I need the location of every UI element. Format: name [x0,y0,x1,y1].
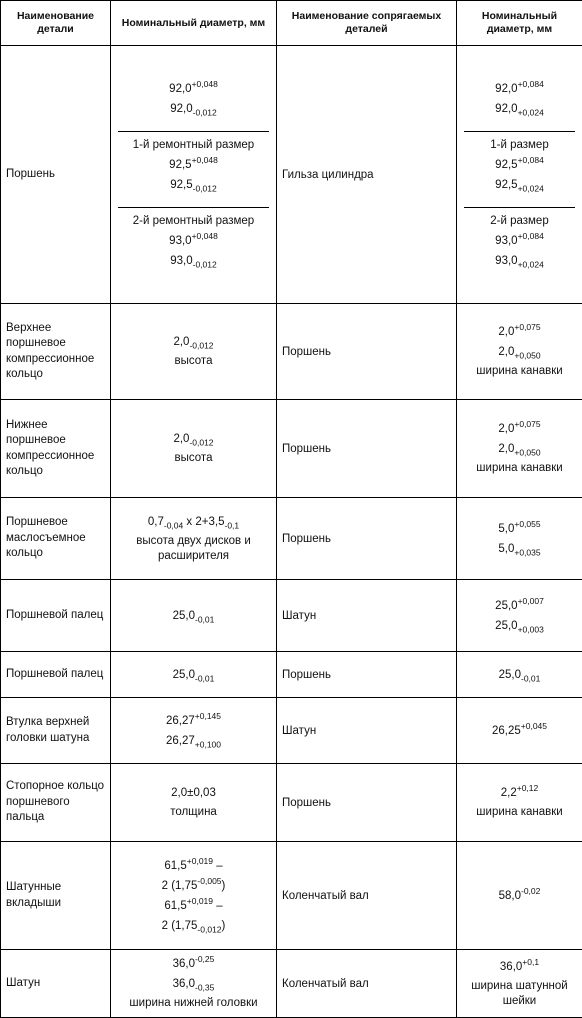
base-value: 2,0 [498,326,514,338]
table-row [1,46,582,304]
lower-tolerance: +0,100 [195,739,221,749]
dimension-value [462,959,577,975]
upper-tolerance: +0,084 [518,79,544,89]
value-note: ширина канавки [462,805,577,820]
dimension-value [116,81,271,97]
dimension-value [462,324,577,340]
base-value: 5,0 [498,523,514,535]
mating-part-name: Поршень [277,400,457,498]
value-note: ширина нижней головки [116,996,271,1011]
dimension-value [464,157,575,173]
repair-size-section [118,131,269,199]
base-value: 92,0 [495,103,517,115]
dimension-value [462,521,577,537]
table-row [1,304,582,400]
base-value: 2,0 [173,433,189,445]
value-note: ширина канавки [462,461,577,476]
mating-part-name: Поршень [277,652,457,698]
base-value: 2 (1,75 [162,920,198,932]
upper-tolerance: +0,048 [192,231,218,241]
mating-diameter [457,652,582,698]
header-mating-part: Наименование сопрягаемых деталей [277,1,457,46]
upper-tolerance: -0,005 [197,876,221,886]
base-value: 2 (1,75 [162,880,198,892]
dimension-value [116,785,271,801]
lower-tolerance: +0,035 [514,547,540,557]
table-row [1,950,582,1018]
dimension-value [116,733,271,749]
upper-tolerance: +0,084 [518,155,544,165]
base-value: 93,0 [169,235,191,247]
base-value: 92,5 [495,179,517,191]
upper-tolerance: +0,019 [187,856,213,866]
upper-tolerance: +0,075 [514,419,540,429]
part-diameter [111,580,277,652]
header-part: Наименование детали [1,1,111,46]
dimension-value [462,541,577,557]
lower-tolerance: -0,35 [195,982,214,992]
upper-tolerance: +0,145 [195,711,221,721]
upper-tolerance: +0,048 [192,155,218,165]
base-value: 36,0 [173,978,195,990]
dimension-value [462,618,577,634]
dimension-value [118,157,269,173]
part-diameter [111,842,277,950]
part-name: Шатунные вкладыши [1,842,111,950]
value-note: высота [116,451,271,466]
base-value: 2,0 [498,423,514,435]
upper-tolerance: +0,075 [514,322,540,332]
base-value: 36,0 [500,961,522,973]
base-value-extra: ) [222,920,226,932]
base-value: 25,0 [499,669,521,681]
dimension-value [116,878,271,894]
table-row [1,498,582,580]
table-row [1,400,582,498]
dimension-value [464,233,575,249]
lower-tolerance: +0,050 [514,447,540,457]
base-value: 25,0 [495,600,517,612]
dimension-value [464,177,575,193]
mating-part-name: Коленчатый вал [277,842,457,950]
base-value: 25,0 [173,610,195,622]
part-name: Поршневое маслосъемное кольцо [1,498,111,580]
upper-tolerance: +0,007 [518,596,544,606]
part-diameter [111,400,277,498]
lower-tolerance: +0,024 [518,107,544,117]
base-value: 2,0±0,03 [171,787,216,799]
base-value: 58,0 [499,890,521,902]
upper-tolerance: -0,02 [521,886,540,896]
dimension-value [462,723,577,739]
base-value: 92,5 [495,159,517,171]
lower-tolerance: +0,003 [518,624,544,634]
dimension-value [116,976,271,992]
dimension-value [116,514,271,530]
base-value: 93,0 [170,255,192,267]
value-note: 1-й размер [464,138,575,153]
base-value: 93,0 [495,235,517,247]
mating-part-name: Коленчатый вал [277,950,457,1018]
part-diameter [111,304,277,400]
value-note: толщина [116,805,271,820]
mating-diameter [457,580,582,652]
base-value: 2,2 [501,787,517,799]
base-value: 92,5 [169,159,191,171]
mating-part-name: Шатун [277,580,457,652]
upper-tolerance: +0,084 [518,231,544,241]
mating-diameter [457,498,582,580]
lower-tolerance: -0,04 [164,520,183,530]
value-note: 2-й размер [464,214,575,229]
lower-tolerance: -0,012 [193,259,217,269]
mating-part-name: Поршень [277,764,457,842]
upper-tolerance: +0,12 [517,783,539,793]
lower-tolerance: -0,012 [193,107,217,117]
mating-diameter [457,304,582,400]
mating-diameter [457,698,582,764]
dimension-value [116,918,271,934]
value-note: 1-й ремонтный размер [118,138,269,153]
lower-tolerance: +0,050 [514,350,540,360]
base-value: 26,25 [492,725,521,737]
lower-tolerance: -0,012 [189,437,213,447]
value-group [462,75,577,123]
base-value: 25,0 [173,669,195,681]
repair-size-section [118,207,269,275]
part-diameter [111,652,277,698]
upper-tolerance: +0,019 [187,896,213,906]
base-value-extra: – [213,900,223,912]
base-value: 5,0 [498,543,514,555]
dimension-value [462,101,577,117]
lower-tolerance: -0,012 [189,340,213,350]
mating-diameter [457,842,582,950]
dimension-value [116,667,271,683]
part-name: Шатун [1,950,111,1018]
part-diameter [111,46,277,304]
base-value: 26,27 [166,715,195,727]
lower-tolerance-extra: -0,1 [224,520,239,530]
part-diameter [111,950,277,1018]
base-value: 2,0 [173,336,189,348]
header-mating-diameter: Номинальный диаметр, мм [457,1,582,46]
dimension-value [462,421,577,437]
base-value: 92,5 [170,179,192,191]
repair-size-section [464,207,575,275]
mating-part-name: Поршень [277,304,457,400]
dimension-value [464,253,575,269]
lower-tolerance: -0,012 [193,183,217,193]
mating-part-name: Шатун [277,698,457,764]
dimension-value [462,441,577,457]
value-group [116,75,271,123]
base-value: 2,0 [498,443,514,455]
header-diameter: Номинальный диаметр, мм [111,1,277,46]
base-value: 92,0 [495,83,517,95]
base-value: 36,0 [173,958,195,970]
table-row [1,698,582,764]
base-value: 61,5 [164,860,186,872]
base-value: 61,5 [164,900,186,912]
dimension-value [462,888,577,904]
dimension-value [116,713,271,729]
base-value: 92,0 [169,83,191,95]
dimension-value [462,598,577,614]
base-value: 93,0 [495,255,517,267]
value-note: ширина шатунной шейки [462,979,577,1009]
header-row [1,1,582,46]
mating-diameter [457,400,582,498]
mating-diameter [457,950,582,1018]
upper-tolerance: +0,1 [522,957,539,967]
upper-tolerance: +0,055 [514,519,540,529]
part-name: Верхнее поршневое компрессионное кольцо [1,304,111,400]
dimension-value [118,177,269,193]
dimension-value [116,101,271,117]
dimension-value [116,431,271,447]
lower-tolerance: -0,01 [521,673,540,683]
upper-tolerance: +0,048 [192,79,218,89]
base-value-extra: – [213,860,223,872]
base-value: 2,0 [498,346,514,358]
lower-tolerance: -0,01 [195,673,214,683]
dimension-value [116,608,271,624]
lower-tolerance: -0,01 [195,614,214,624]
mating-part-name: Поршень [277,498,457,580]
lower-tolerance: +0,024 [518,183,544,193]
part-name: Поршень [1,46,111,304]
base-value: 26,27 [166,735,195,747]
mating-diameter [457,46,582,304]
value-note: ширина канавки [462,364,577,379]
base-value: 92,0 [170,103,192,115]
table-row [1,580,582,652]
dimension-value [116,956,271,972]
table-row [1,764,582,842]
lower-tolerance: -0,012 [197,924,221,934]
dimension-value [116,898,271,914]
upper-tolerance: -0,25 [195,954,214,964]
dimension-value [462,81,577,97]
dimension-value [462,785,577,801]
mating-part-name: Гильза цилиндра [277,46,457,304]
part-name: Поршневой палец [1,652,111,698]
part-diameter [111,498,277,580]
table-row [1,652,582,698]
value-note: 2-й ремонтный размер [118,214,269,229]
mating-diameter [457,764,582,842]
dimension-value [116,334,271,350]
part-name: Втулка верхней головки шатуна [1,698,111,764]
repair-size-section [464,131,575,199]
dimension-value [118,233,269,249]
base-value: 0,7 [148,516,164,528]
part-diameter [111,698,277,764]
base-value-extra: ) [222,880,226,892]
dimension-value [118,253,269,269]
dimension-value [116,858,271,874]
part-name: Поршневой палец [1,580,111,652]
value-note: высота двух дисков и расширителя [116,534,271,564]
base-value-extra: х 2+3,5 [183,516,224,528]
value-note: высота [116,354,271,369]
dimension-value [462,344,577,360]
table-row [1,842,582,950]
part-name: Стопорное кольцо поршневого пальца [1,764,111,842]
part-name: Нижнее поршневое компрессионное кольцо [1,400,111,498]
lower-tolerance: +0,024 [518,259,544,269]
part-diameter [111,764,277,842]
base-value: 25,0 [495,620,517,632]
upper-tolerance: +0,045 [521,721,547,731]
dimension-value [462,667,577,683]
